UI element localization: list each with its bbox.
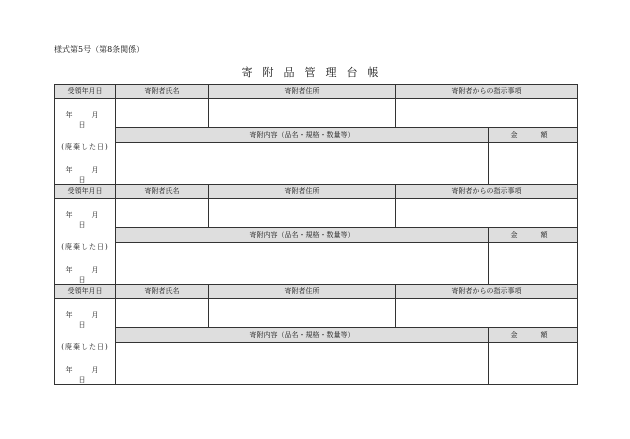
donor-name-header: 寄附者氏名: [116, 185, 209, 199]
ledger-header-row: [55, 85, 578, 99]
amount-cell[interactable]: [489, 243, 578, 285]
disposed-date-label: (廃棄した日): [61, 243, 109, 251]
donor-name-cell[interactable]: [116, 199, 209, 228]
donor-name-header: 寄附者氏名: [116, 285, 209, 299]
contents-header: 寄附内容（品名・規格・数量等）: [116, 228, 489, 243]
ledger-header-row: [55, 285, 578, 299]
date-received-header: 受領年月日: [55, 285, 116, 299]
date-received-header: 受領年月日: [55, 185, 116, 199]
date-cell: [55, 199, 116, 285]
form-number: 様式第5号（第8条関係）: [54, 45, 145, 54]
contents-row: [55, 343, 578, 385]
document-title: 寄附品管理台帳: [241, 66, 389, 79]
donation-ledger-table: [54, 84, 578, 385]
contents-cell[interactable]: [116, 243, 489, 285]
contents-cell[interactable]: [116, 343, 489, 385]
ledger-header-row: [55, 185, 578, 199]
contents-header: 寄附内容（品名・規格・数量等）: [116, 328, 489, 343]
donor-address-cell[interactable]: [209, 199, 396, 228]
amount-header: 金 額: [489, 128, 578, 143]
amount-header: 金 額: [489, 328, 578, 343]
date-cell: [55, 99, 116, 185]
donor-name-header: 寄附者氏名: [116, 85, 209, 99]
donor-address-header: 寄附者住所: [209, 285, 396, 299]
contents-cell[interactable]: [116, 143, 489, 185]
contents-row: [55, 143, 578, 185]
donor-name-cell[interactable]: [116, 299, 209, 328]
disposed-date-label: (廃棄した日): [61, 343, 109, 351]
contents-row: [55, 243, 578, 285]
donor-address-header: 寄附者住所: [209, 85, 396, 99]
donor-address-header: 寄附者住所: [209, 185, 396, 199]
amount-header: 金 額: [489, 228, 578, 243]
donor-instructions-header: 寄附者からの指示事項: [396, 85, 578, 99]
ledger-entry-row: [55, 99, 578, 128]
date-received-header: 受領年月日: [55, 85, 116, 99]
donor-name-cell[interactable]: [116, 99, 209, 128]
ledger-entry-row: [55, 199, 578, 228]
received-date-label: 年 月 日: [65, 311, 118, 329]
contents-header: 寄附内容（品名・規格・数量等）: [116, 128, 489, 143]
amount-cell[interactable]: [489, 343, 578, 385]
contents-header-row: [55, 128, 578, 143]
received-date-label: 年 月 日: [65, 111, 118, 129]
donor-instructions-header: 寄附者からの指示事項: [396, 185, 578, 199]
disposed-ymd-label: 年 月 日: [65, 266, 118, 284]
amount-cell[interactable]: [489, 143, 578, 185]
received-date-label: 年 月 日: [65, 211, 118, 229]
date-cell: [55, 299, 116, 385]
contents-header-row: [55, 228, 578, 243]
ledger-entry-row: [55, 299, 578, 328]
donor-address-cell[interactable]: [209, 299, 396, 328]
donor-address-cell[interactable]: [209, 99, 396, 128]
donor-instructions-header: 寄附者からの指示事項: [396, 285, 578, 299]
contents-header-row: [55, 328, 578, 343]
donor-instructions-cell[interactable]: [396, 199, 578, 228]
disposed-date-label: (廃棄した日): [61, 143, 109, 151]
donor-instructions-cell[interactable]: [396, 299, 578, 328]
donor-instructions-cell[interactable]: [396, 99, 578, 128]
disposed-ymd-label: 年 月 日: [65, 366, 118, 384]
disposed-ymd-label: 年 月 日: [65, 166, 118, 184]
